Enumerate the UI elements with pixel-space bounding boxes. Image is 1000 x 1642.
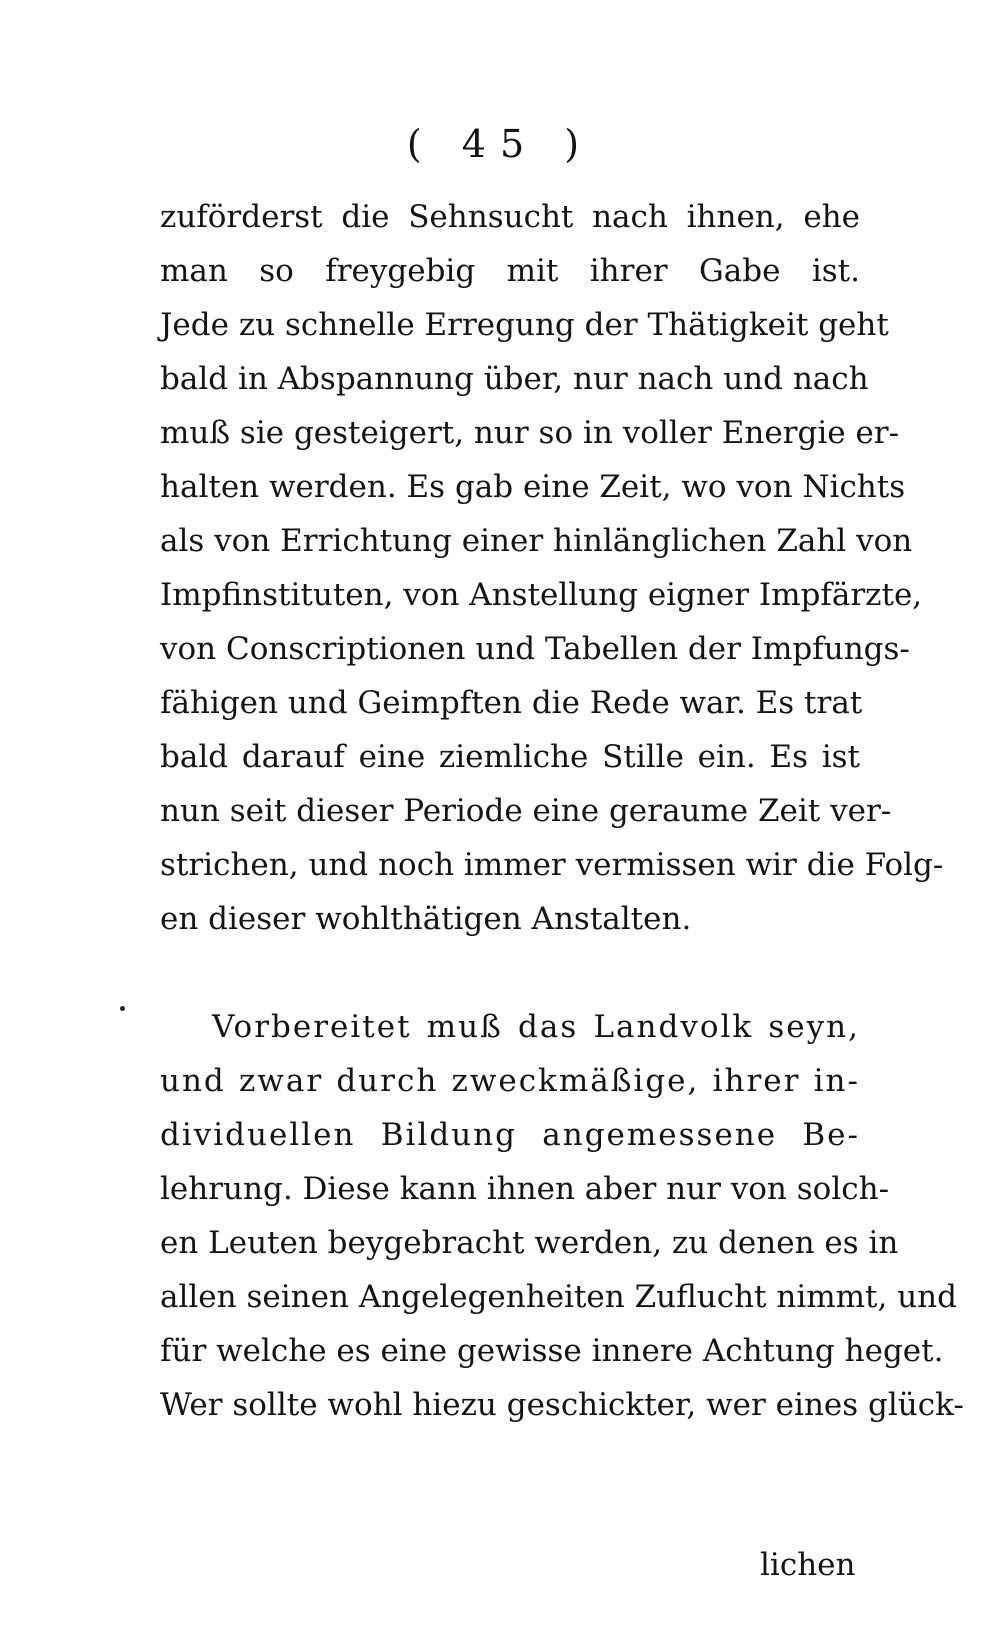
text-line: als von Errichtung einer hinlänglichen Zahl von xyxy=(160,523,913,559)
text-line: Impfinstituten, von Anstellung eigner Impfärzte, xyxy=(160,577,923,613)
text-line: man so freygebig mit ihrer Gabe ist. xyxy=(160,253,860,289)
text-line: nun seit dieser Periode eine geraume Zeit ver- xyxy=(160,793,892,829)
text-line: zuförderst die Sehnsucht nach ihnen, ehe xyxy=(160,199,860,235)
text-line: allen seinen Angelegenheiten Zuflucht nimmt, und xyxy=(160,1279,957,1315)
text-line: und zwar durch zweckmäßige, ihrer in- xyxy=(160,1063,860,1099)
text-line: von Conscriptionen und Tabellen der Impfungs- xyxy=(160,631,910,667)
ink-speck xyxy=(120,1006,125,1011)
text-line: für welche es eine gewisse innere Achtung heget. xyxy=(160,1333,944,1369)
text-line: halten werden. Es gab eine Zeit, wo von Nichts xyxy=(160,469,906,505)
text-line: strichen, und noch immer vermissen wir die Folg- xyxy=(160,847,944,883)
catchword: lichen xyxy=(760,1547,856,1583)
text-line: dividuellen Bildung angemessene Be- xyxy=(160,1117,860,1153)
paragraph-2 xyxy=(160,1000,964,1432)
text-line: bald darauf eine ziemliche Stille ein. Es ist xyxy=(160,739,860,775)
text-line: Wer sollte wohl hiezu geschickter, wer eines glück- xyxy=(160,1387,964,1423)
text-line: fähigen und Geimpften die Rede war. Es trat xyxy=(160,685,863,721)
text-line: en Leuten beygebracht werden, zu denen es in xyxy=(160,1225,899,1261)
paragraph-1 xyxy=(160,190,944,946)
text-line: muß sie gesteigert, nur so in voller Energie er- xyxy=(160,415,900,451)
page-number: ( 45 ) xyxy=(406,122,594,166)
text-line: Vorbereitet muß das Landvolk seyn, xyxy=(212,1009,860,1045)
text-line: Jede zu schnelle Erregung der Thätigkeit geht xyxy=(160,307,889,343)
text-line: bald in Abspannung über, nur nach und nach xyxy=(160,361,869,397)
text-line: lehrung. Diese kann ihnen aber nur von solch- xyxy=(160,1171,890,1207)
text-line: en dieser wohlthätigen Anstalten. xyxy=(160,901,692,937)
